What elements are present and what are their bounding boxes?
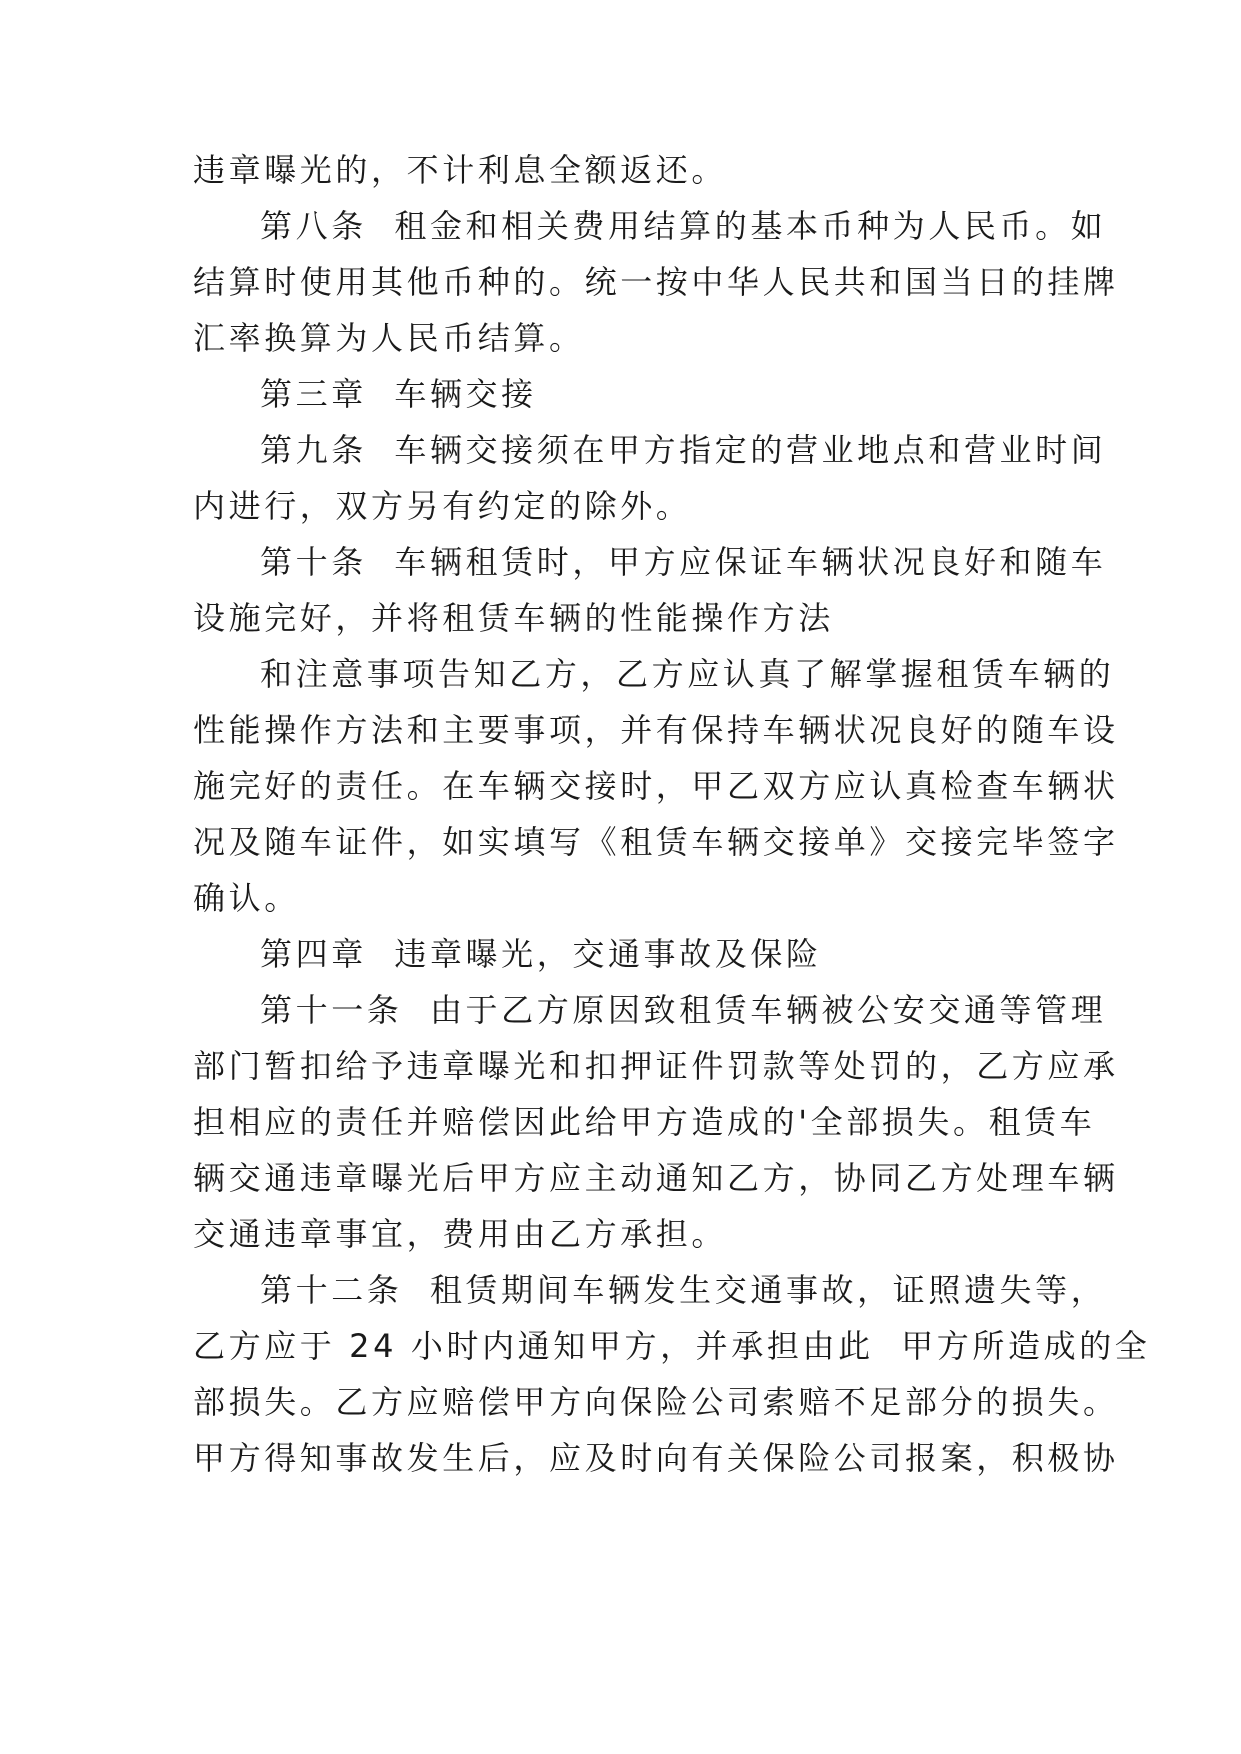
text-line: 确认。 xyxy=(193,879,300,917)
text-line: 辆交通违章曝光后甲方应主动通知乙方，协同乙方处理车辆 xyxy=(193,1159,1119,1197)
text-line: 第十条 车辆租赁时，甲方应保证车辆状况良好和随车 xyxy=(260,543,1107,581)
text-line: 第九条 车辆交接须在甲方指定的营业地点和营业时间 xyxy=(260,431,1107,469)
text-line: 担相应的责任并赔偿因此给甲方造成的'全部损失。租赁车 xyxy=(193,1103,1096,1141)
text-line: 施完好的责任。在车辆交接时，甲乙双方应认真检查车辆状 xyxy=(193,767,1119,805)
text-line: 第十一条 由于乙方原因致租赁车辆被公安交通等管理 xyxy=(260,991,1107,1029)
text-line: 第十二条 租赁期间车辆发生交通事故，证照遗失等， xyxy=(260,1271,1107,1309)
text-line: 第八条 租金和相关费用结算的基本币种为人民币。如 xyxy=(260,207,1107,245)
text-line: 和注意事项告知乙方，乙方应认真了解掌握租赁车辆的 xyxy=(260,655,1115,693)
text-line: 乙方应于 24 小时内通知甲方，并承担由此 甲方所造成的全 xyxy=(193,1327,1151,1365)
text-line: 违章曝光的，不计利息全额返还。 xyxy=(193,151,728,189)
chapter-heading: 第四章 违章曝光，交通事故及保险 xyxy=(260,935,822,973)
text-line: 部损失。乙方应赔偿甲方向保险公司索赔不足部分的损失。 xyxy=(193,1383,1119,1421)
text-line: 况及随车证件，如实填写《租赁车辆交接单》交接完毕签字 xyxy=(193,823,1119,861)
text-line: 结算时使用其他币种的。统一按中华人民共和国当日的挂牌 xyxy=(193,263,1119,301)
text-line: 性能操作方法和主要事项，并有保持车辆状况良好的随车设 xyxy=(193,711,1119,749)
text-line: 交通违章事宜，费用由乙方承担。 xyxy=(193,1215,728,1253)
text-line: 部门暂扣给予违章曝光和扣押证件罚款等处罚的，乙方应承 xyxy=(193,1047,1119,1085)
chapter-heading: 第三章 车辆交接 xyxy=(260,375,537,413)
text-line: 内进行，双方另有约定的除外。 xyxy=(193,487,692,525)
text-line: 设施完好，并将租赁车辆的性能操作方法 xyxy=(193,599,834,637)
text-line: 甲方得知事故发生后，应及时向有关保险公司报案，积极协 xyxy=(193,1439,1119,1477)
text-line: 汇率换算为人民币结算。 xyxy=(193,319,585,357)
